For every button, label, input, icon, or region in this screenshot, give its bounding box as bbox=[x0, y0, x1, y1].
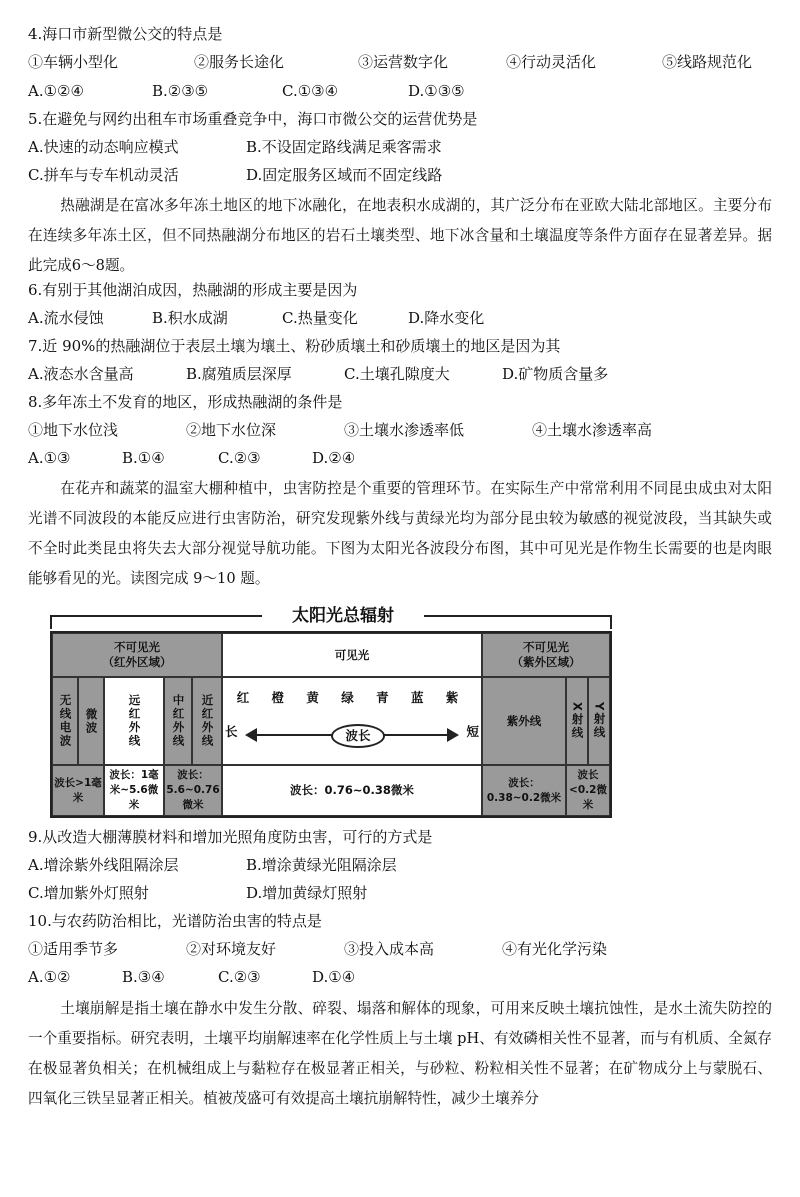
arrow-right-head bbox=[447, 728, 459, 742]
q4-choice-b: B.②③⑤ bbox=[152, 82, 209, 100]
q4-choice-d: D.①③⑤ bbox=[408, 82, 465, 100]
q8-choice-b: B.①④ bbox=[122, 449, 165, 467]
q5-choice-d: D.固定服务区域而不固定线路 bbox=[246, 166, 443, 184]
visible-header: 可见光 bbox=[222, 633, 482, 677]
infrared-header: 不可见光 （红外区域） bbox=[52, 633, 222, 677]
q10-choice-b: B.③④ bbox=[122, 968, 165, 986]
passage-soil-disintegration bbox=[28, 994, 772, 1114]
wavelength-arrow bbox=[223, 724, 481, 744]
question-9-choices-row2 bbox=[28, 882, 780, 904]
spectrum-table bbox=[50, 631, 612, 818]
passage-greenhouse bbox=[28, 474, 772, 594]
far-infrared-cell: 远红外线 bbox=[104, 677, 164, 765]
question-8-items bbox=[28, 419, 780, 441]
visible-spectrum-cell bbox=[222, 677, 482, 765]
passage-thermokarst-text: 热融湖是在富冰多年冻土地区的地下冰融化，在地表积水成湖的，其广泛分布在亚欧大陆北部地区。主要分布在连续多年冻土区，但不同热融湖分布地区的岩石土壤类型、地下冰含量和土壤温度等条件方面存在显著差异。据此完成6～8题。 bbox=[28, 197, 772, 274]
wavelength-oval: 波长 bbox=[331, 724, 385, 748]
question-9-choices-row1 bbox=[28, 854, 780, 876]
q8-item: ②地下水位深 bbox=[186, 421, 277, 439]
near-infrared-cell: 近红外线 bbox=[192, 677, 222, 765]
q10-item: ③投入成本高 bbox=[344, 940, 435, 958]
q5-choice-c: C.拼车与专车机动灵活 bbox=[28, 166, 179, 184]
long-label: 长 bbox=[225, 724, 238, 739]
microwave-cell: 微波 bbox=[78, 677, 104, 765]
question-10-choices bbox=[28, 966, 780, 988]
question-10-stem: 10.与农药防治相比，光谱防治虫害的特点是 bbox=[28, 912, 322, 930]
q10-item: ④有光化学污染 bbox=[502, 940, 608, 958]
q8-choice-c: C.②③ bbox=[218, 449, 261, 467]
question-5-stem: 5.在避免与网约出租车市场重叠竞争中，海口市微公交的运营优势是 bbox=[28, 110, 478, 128]
q5-choice-a: A.快速的动态响应模式 bbox=[28, 138, 179, 156]
question-7-stem: 7.近 90%的热融湖位于表层土壤为壤土、粉砂质壤土和砂质壤土的地区是因为其 bbox=[28, 337, 561, 355]
q8-choice-d: D.②④ bbox=[312, 449, 356, 467]
ultraviolet-header: 不可见光 （紫外区域） bbox=[482, 633, 610, 677]
q8-choice-a: A.①③ bbox=[28, 449, 71, 467]
q4-item: ①车辆小型化 bbox=[28, 53, 119, 71]
q7-choice-d: D.矿物质含量多 bbox=[502, 365, 609, 383]
q9-choice-a: A.增涂紫外线阻隔涂层 bbox=[28, 856, 179, 874]
q10-item: ②对环境友好 bbox=[186, 940, 277, 958]
passage-thermokarst bbox=[28, 191, 772, 281]
q6-choice-a: A.流水侵蚀 bbox=[28, 309, 104, 327]
visible-wavelength-cell: 波长：0.76~0.38微米 bbox=[222, 765, 482, 816]
far-ir-wavelength-cell: 波长：1毫米~5.6微米 bbox=[104, 765, 164, 816]
passage-greenhouse-text: 在花卉和蔬菜的温室大棚种植中，虫害防控是个重要的管理环节。在实际生产中常常利用不同昆虫成虫对太阳光谱不同波段的本能反应进行虫害防治，研究发现紫外线与黄绿光均为部分昆虫较为敏感的视觉波段，当其缺失或不全时此类昆虫将失去大部分视觉导航功能。下图为太阳光各波段分布图，其中可见光是作物生长需要的也是肉眼能够看见的光。读图完成 9～10 题。 bbox=[28, 480, 772, 587]
q10-choice-c: C.②③ bbox=[218, 968, 261, 986]
q9-choice-c: C.增加紫外灯照射 bbox=[28, 884, 149, 902]
question-5-choices-row2 bbox=[28, 164, 780, 186]
mid-ir-wavelength-cell: 波长：5.6~0.76微米 bbox=[164, 765, 222, 816]
q4-item: ③运营数字化 bbox=[358, 53, 449, 71]
q7-choice-b: B.腐殖质层深厚 bbox=[186, 365, 292, 383]
question-4-stem: 4.海口市新型微公交的特点是 bbox=[28, 25, 223, 43]
arrow-left-head bbox=[245, 728, 257, 742]
q10-choice-a: A.①② bbox=[28, 968, 71, 986]
question-4-choices bbox=[28, 80, 780, 102]
question-10-items bbox=[28, 938, 780, 960]
q5-choice-b: B.不设固定路线满足乘客需求 bbox=[246, 138, 442, 156]
figure-title: 太阳光总辐射 bbox=[262, 603, 424, 629]
question-6-choices bbox=[28, 307, 780, 329]
q9-choice-b: B.增涂黄绿光阻隔涂层 bbox=[246, 856, 397, 874]
solar-radiation-figure bbox=[46, 603, 616, 820]
y-ray-cell: Y射线 bbox=[588, 677, 610, 765]
q4-choice-c: C.①③④ bbox=[282, 82, 339, 100]
q10-choice-d: D.①④ bbox=[312, 968, 356, 986]
passage-soil-text: 土壤崩解是指土壤在静水中发生分散、碎裂、塌落和解体的现象，可用来反映土壤抗蚀性，是水土流失防控的一个重要指标。研究表明，土壤平均崩解速率在化学性质上与土壤 pH、有效磷相关性不显著，而与有机质、全氮存在极显著负相关；在机械组成上与黏粒存在极显著正相关，与砂粒、粉粒相关性不显著；在矿物成分上与蒙脱石、四氧化三铁呈显著正相关。植被茂盛可有效提高土壤抗崩解特性，减少土壤养分 bbox=[28, 1000, 772, 1107]
question-7-choices bbox=[28, 363, 780, 385]
uv-wavelength-cell: 波长：0.38~0.2微米 bbox=[482, 765, 566, 816]
mid-infrared-cell: 中红外线 bbox=[164, 677, 192, 765]
q7-choice-c: C.土壤孔隙度大 bbox=[344, 365, 450, 383]
q8-item: ①地下水位浅 bbox=[28, 421, 119, 439]
q6-choice-d: D.降水变化 bbox=[408, 309, 485, 327]
short-label: 短 bbox=[466, 724, 479, 739]
q4-item: ④行动灵活化 bbox=[506, 53, 597, 71]
color-sequence: 红 橙 黄 绿 青 蓝 紫 bbox=[236, 690, 468, 705]
q7-choice-a: A.液态水含量高 bbox=[28, 365, 134, 383]
question-4-items bbox=[28, 51, 780, 73]
question-6-stem: 6.有别于其他湖泊成因，热融湖的形成主要是因为 bbox=[28, 281, 358, 299]
q9-choice-d: D.增加黄绿灯照射 bbox=[246, 884, 368, 902]
q4-item: ②服务长途化 bbox=[194, 53, 285, 71]
q4-choice-a: A.①②④ bbox=[28, 82, 84, 100]
x-ray-cell: X射线 bbox=[566, 677, 588, 765]
question-9-stem: 9.从改造大棚薄膜材料和增加光照角度防虫害，可行的方式是 bbox=[28, 828, 433, 846]
xy-wavelength-cell: 波长<0.2微米 bbox=[566, 765, 610, 816]
uv-cell: 紫外线 bbox=[482, 677, 566, 765]
radio-wave-cell: 无线电波 bbox=[52, 677, 78, 765]
question-8-choices bbox=[28, 447, 780, 469]
question-8-stem: 8.多年冻土不发育的地区，形成热融湖的条件是 bbox=[28, 393, 343, 411]
question-5-choices-row1 bbox=[28, 136, 780, 158]
radio-wavelength-cell: 波长>1毫米 bbox=[52, 765, 104, 816]
q8-item: ③土壤水渗透率低 bbox=[344, 421, 465, 439]
q10-item: ①适用季节多 bbox=[28, 940, 119, 958]
q4-item: ⑤线路规范化 bbox=[662, 53, 753, 71]
q6-choice-c: C.热量变化 bbox=[282, 309, 358, 327]
q6-choice-b: B.积水成湖 bbox=[152, 309, 228, 327]
q8-item: ④土壤水渗透率高 bbox=[532, 421, 653, 439]
